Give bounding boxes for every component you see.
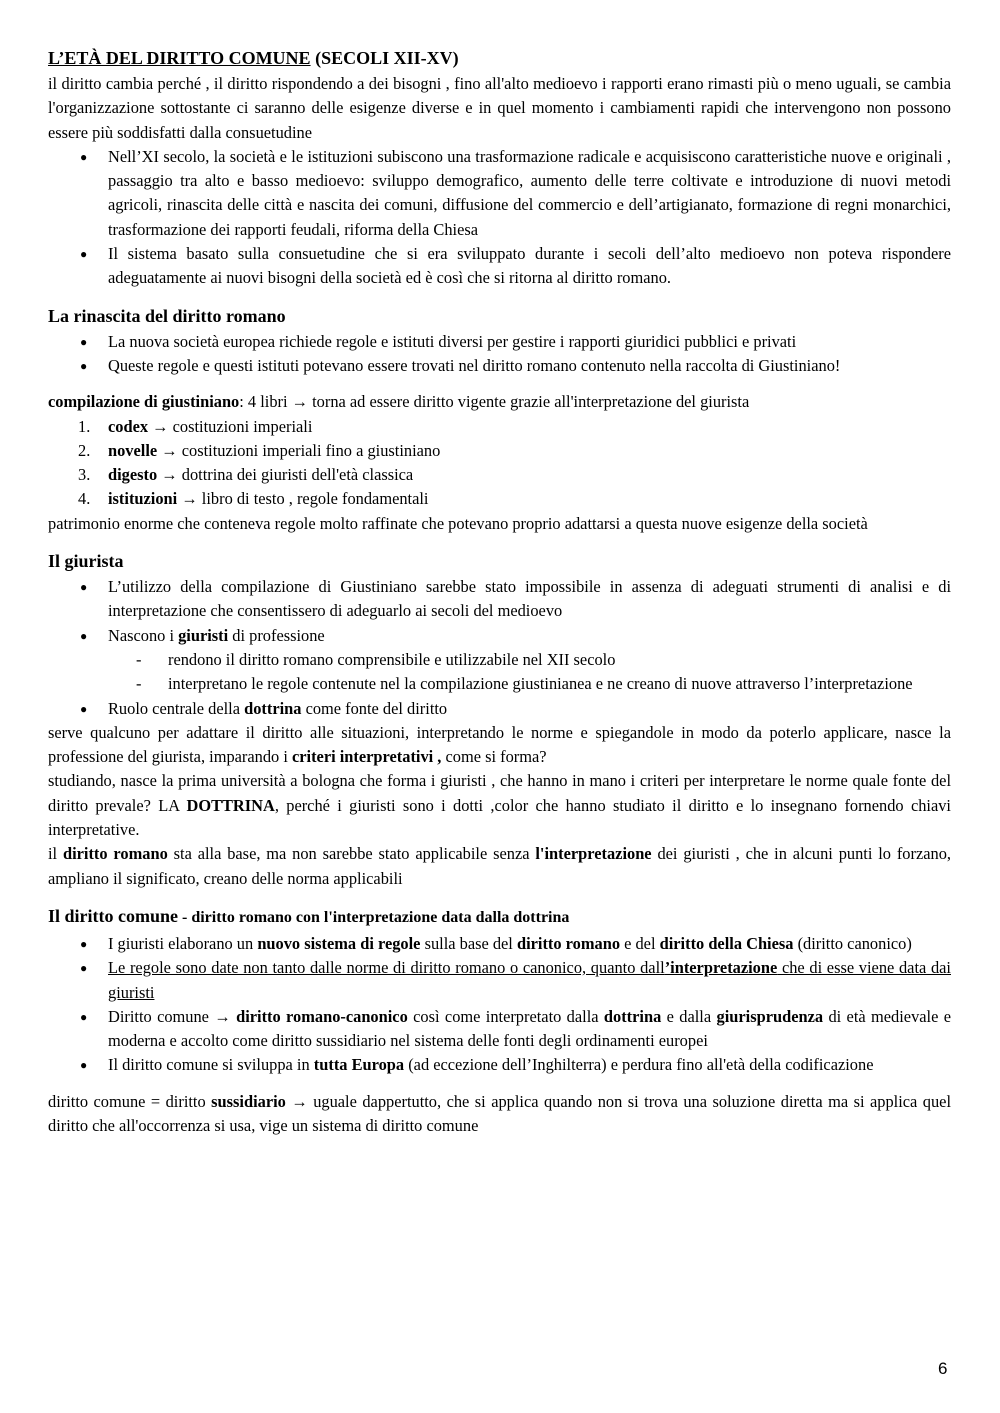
list-item: ● L’utilizzo della compilazione di Giustiniano sarebbe stato impossibile in assenza di adeguati strumenti di analisi e di interpretazione che consentissero di adeguarlo ai secoli del medioevo [48, 575, 951, 624]
comune-bullet-list [48, 932, 951, 1078]
section-heading-rinascita: La rinascita del diritto romano [48, 305, 286, 326]
section-heading-giurista: Il giurista [48, 551, 124, 572]
rinascita-bullet-list [48, 330, 951, 379]
list-item: - interpretano le regole contenute nel la compilazione giustinianea e ne creano di nuove attraverso l’interpretazione [136, 674, 913, 694]
intro-bullet-list [48, 145, 951, 291]
page-number: 6 [938, 1359, 948, 1378]
page-title: L’ETÀ DEL DIRITTO COMUNE (SECOLI XII-XV) [48, 48, 459, 68]
list-item: ● Le regole sono date non tanto dalle norme di diritto romano o canonico, quanto dall’interpretazione che di esse viene data dai giuristi [48, 956, 951, 1005]
intro-paragraph: il diritto cambia perché , il diritto rispondendo a dei bisogni , fino all'alto medioevo i rapporti erano rimasti più o meno uguali, se cambia l'organizzazione sottostante ci saranno delle esigenze diverse e in quel momento i cambiamenti rapidi che intervengono non possono essere più soddisfatti dalla consuetudine [48, 74, 951, 142]
list-item: ● Il sistema basato sulla consuetudine che si era sviluppato durante i secoli dell’alto medioevo non poteva rispondere adeguatamente ai nuovi bisogni della società ed è così che si ritorna al diritto romano. [48, 242, 951, 291]
giurista-dash-list [108, 648, 951, 697]
list-item: ● Diritto comune → diritto romano-canonico così come interpretato dalla dottrina e dalla giurisprudenza di età medievale e moderna e accolto come diritto sussidiario nel sistema delle fonti degli ordinamenti europei [48, 1005, 951, 1054]
list-item: ● Nascono i giuristi di professione - rendono il diritto romano comprensibile e utilizzabile nel XII secolo - interpretano le regole contenute nel la compilazione giustinianea e ne creano di nuove attraverso l’interpretazione [48, 624, 951, 697]
list-item: - rendono il diritto romano comprensibile e utilizzabile nel XII secolo [136, 649, 616, 669]
list-item: 3. digesto → dottrina dei giuristi dell'età classica [78, 465, 414, 485]
giurista-bullet-list [48, 575, 951, 721]
giurista-paragraph-1: serve qualcuno per adattare il diritto alle situazioni, interpretando le norme e spiegandole in modo da poterlo applicare, nasce la professione del giurista, imparando i criteri interpretativi , come si forma? [48, 722, 951, 767]
compilazione-numbered-list [48, 415, 951, 512]
list-item: 1. codex → costituzioni imperiali [78, 416, 313, 436]
list-item: ● Queste regole e questi istituti potevano essere trovati nel diritto romano contenuto nella raccolta di Giustiniano! [48, 354, 951, 378]
list-item: ● I giuristi elaborano un nuovo sistema di regole sulla base del diritto romano e del diritto della Chiesa (diritto canonico) [48, 932, 951, 956]
giurista-paragraph-3: il diritto romano sta alla base, ma non sarebbe stato applicabile senza l'interpretazione dei giuristi , che in alcuni punti lo forzano, ampliano il significato, creano delle norma applicabili [48, 844, 951, 888]
compilazione-paragraph: compilazione di giustiniano: 4 libri → torna ad essere diritto vigente grazie all'interpretazione del giurista [48, 392, 750, 412]
giurista-paragraph-2: studiando, nasce la prima università a bologna che forma i giuristi , che hanno in mano i criteri per interpretare le norme quale fonte del diritto prevale? LA DOTTRINA, perché i giuristi sono i dotti ,color che hanno studiato il diritto e lo insegnano fornendo chiavi interpretative. [48, 771, 951, 840]
list-item: 4. istituzioni → libro di testo , regole fondamentali [78, 489, 429, 509]
list-item: ● Il diritto comune si sviluppa in tutta Europa (ad eccezione dell’Inghilterra) e perdura fino all'età della codificazione [48, 1053, 951, 1077]
list-item: ● La nuova società europea richiede regole e istituti diversi per gestire i rapporti giuridici pubblici e privati [48, 330, 951, 354]
compilazione-after-paragraph: patrimonio enorme che conteneva regole molto raffinate che potevano proprio adattarsi a questa nuove esigenze della società [48, 513, 868, 533]
list-item: ● Nell’XI secolo, la società e le istituzioni subiscono una trasformazione radicale e acquisiscono caratteristiche nuove e originali , passaggio tra alto e basso medioevo: sviluppo demografico, aumento delle terre coltivate e introduzione di nuovi metodi agricoli, rinascita delle città e nascita dei comuni, diffusione del commercio e dell’artigianato, formazione di regni monarchici, trasformazione dei rapporti feudali, riforma della Chiesa [48, 145, 951, 242]
comune-final-paragraph: diritto comune = diritto sussidiario → uguale dappertutto, che si applica quando non si trova una soluzione diretta ma si applica quel diritto che all'occorrenza si usa, vige un sistema di diritto comune [48, 1091, 952, 1135]
list-item: 2. novelle → costituzioni imperiali fino a giustiniano [78, 440, 441, 460]
section-heading-diritto-comune: Il diritto comune - diritto romano con l'interpretazione data dalla dottrina [48, 905, 570, 926]
list-item: ● Ruolo centrale della dottrina come fonte del diritto [48, 697, 951, 721]
document-page [48, 44, 951, 1138]
